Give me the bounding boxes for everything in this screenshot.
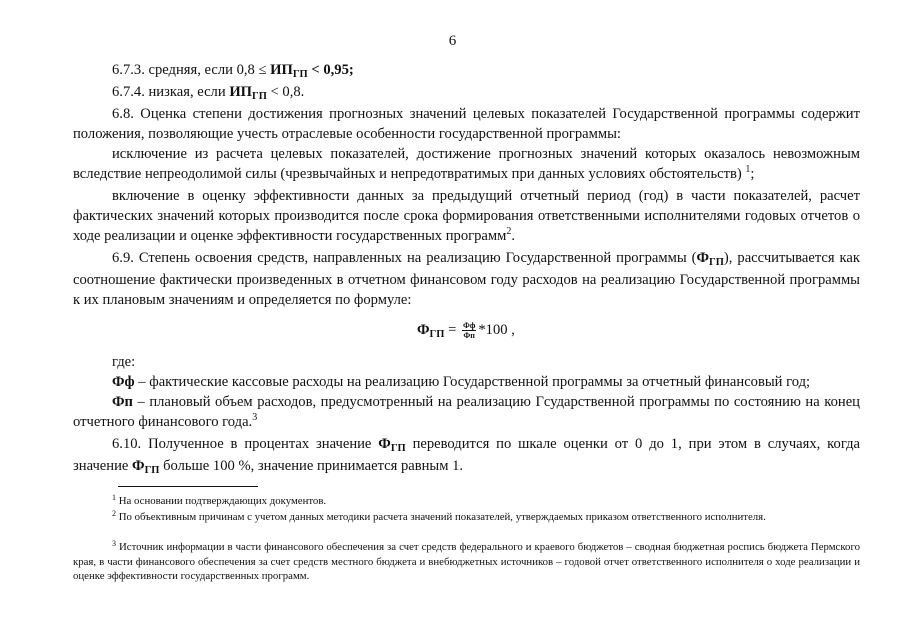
definition-ff-text: – фактические кассовые расходы на реализацию Государственной программы за отчетный финансовый год; xyxy=(134,374,811,390)
para-6-8-item-b-text: включение в оценку эффективности данных за предыдущий отчетный период (год) в части показателей, расчет фактических значений которых производится после срока формирования ответственными исполнителями годовых отчетов о ходе реализации и оценке эффективности государственных программ xyxy=(73,188,860,244)
ip-symbol: ИП xyxy=(270,62,293,78)
footnote-1-text: На основании подтверждающих документов. xyxy=(116,495,327,507)
para-6-7-4-text: низкая, если xyxy=(148,84,226,100)
para-6-8: 6.8. Оценка степени достижения прогнозных значений целевых показателей Государственной программы содержит положения, позволяющие учесть отраслевые особенности государственной программы: xyxy=(73,106,860,142)
footnote-1 xyxy=(73,494,860,509)
formula-tail: *100 , xyxy=(478,322,515,338)
f-symbol: Ф xyxy=(696,250,710,266)
definition-fp-text: – плановый объем расходов, предусмотренный на реализацию Гсударственной программы по состоянию на конец отчетного финансового года. xyxy=(73,394,860,430)
footnote-2-text: По объективным причинам с учетом данных методики расчета значений показателей, утверждаемых приказом ответственного исполнителя. xyxy=(116,511,766,523)
footnote-3-mark: 3 xyxy=(112,539,116,548)
formula-denominator: Фп xyxy=(463,331,475,341)
footnote-3 xyxy=(73,540,860,583)
definition-ff xyxy=(73,372,860,392)
document-body xyxy=(73,60,860,478)
para-6-8-item-a-text: исключение из расчета целевых показателей, достижение прогнозных значений которых оказалось невозможным вследствие непреодолимой силы (чрезвычайных и непредотвратимых при данных условиях обстоятельств) xyxy=(73,146,860,182)
footnote-2-mark: 2 xyxy=(112,509,116,518)
para-6-10-mid: переводится по шкале оценки от 0 до 1, при этом в случаях, когда значение xyxy=(73,436,860,474)
para-6-8-item-a-end: ; xyxy=(750,166,755,182)
f-subscript: ГП xyxy=(390,443,406,454)
para-6-8-item-b-end: . xyxy=(511,228,516,244)
footnote-separator xyxy=(118,486,258,487)
footnote-ref-1[interactable]: 1 xyxy=(745,164,751,175)
ip-subscript: ГП xyxy=(252,91,267,102)
definition-fp xyxy=(73,392,860,434)
formula-symbol: Ф xyxy=(417,322,430,338)
para-6-10-start: 6.10. Полученное в процентах значение xyxy=(112,436,379,452)
formula-subscript: ГП xyxy=(429,329,445,340)
para-6-8-item-b xyxy=(73,186,860,248)
para-6-7-4-bound: < 0,8. xyxy=(270,84,305,100)
para-6-9 xyxy=(73,248,860,310)
footnote-ref-3[interactable]: 3 xyxy=(252,412,258,423)
para-6-7-3-number: 6.7.3. xyxy=(112,62,145,78)
f-subscript: ГП xyxy=(709,257,724,268)
footnote-2 xyxy=(73,510,860,525)
para-6-7-3-text: средняя, если 0,8 ≤ xyxy=(148,62,267,78)
ip-symbol: ИП xyxy=(229,84,253,100)
para-6-8-item-a xyxy=(73,144,860,186)
formula xyxy=(73,316,860,344)
f-symbol: Ф xyxy=(132,458,145,474)
para-6-7-4-number: 6.7.4. xyxy=(112,84,145,100)
page-number: 6 xyxy=(448,33,457,49)
where-label: где: xyxy=(112,354,136,370)
para-6-7-3-bound: < 0,95; xyxy=(311,62,354,78)
para-6-7-4 xyxy=(73,82,860,104)
footnote-ref-2[interactable]: 2 xyxy=(506,226,512,237)
para-6-9-end: ), рассчитывается как соотношение фактически произведенных в отчетном финансовом году расходов на реализацию Государственной программы к их плановым значениям и определяется по формуле: xyxy=(73,250,860,308)
footnote-1-mark: 1 xyxy=(112,493,116,502)
para-6-7-3 xyxy=(73,60,860,82)
ip-subscript: ГП xyxy=(292,69,308,80)
definition-fp-symbol: Фп xyxy=(112,394,133,410)
para-6-10 xyxy=(73,434,860,478)
footnote-3-text: Источник информации в части финансового обеспечения за счет средств федерального и краевого бюджетов – сводная бюджетная роспись бюджета Пермского края, в части финансового обеспечения за счет средств местного бюджета и внебюджетных источников – годовой отчет ответственного исполнителя о ходе реализации и оценке эффективности государственных программ. xyxy=(73,541,860,582)
f-symbol: Ф xyxy=(378,436,391,452)
para-6-10-end: больше 100 %, значение принимается равным 1. xyxy=(159,458,464,474)
definition-ff-symbol: Фф xyxy=(112,374,135,390)
f-subscript: ГП xyxy=(144,465,160,476)
formula-fraction xyxy=(462,321,476,340)
formula-equals: = xyxy=(448,322,457,338)
formula-numerator: Фф xyxy=(462,321,476,331)
para-6-9-start: 6.9. Степень освоения средств, направленных на реализацию Государственной программы ( xyxy=(112,250,697,266)
